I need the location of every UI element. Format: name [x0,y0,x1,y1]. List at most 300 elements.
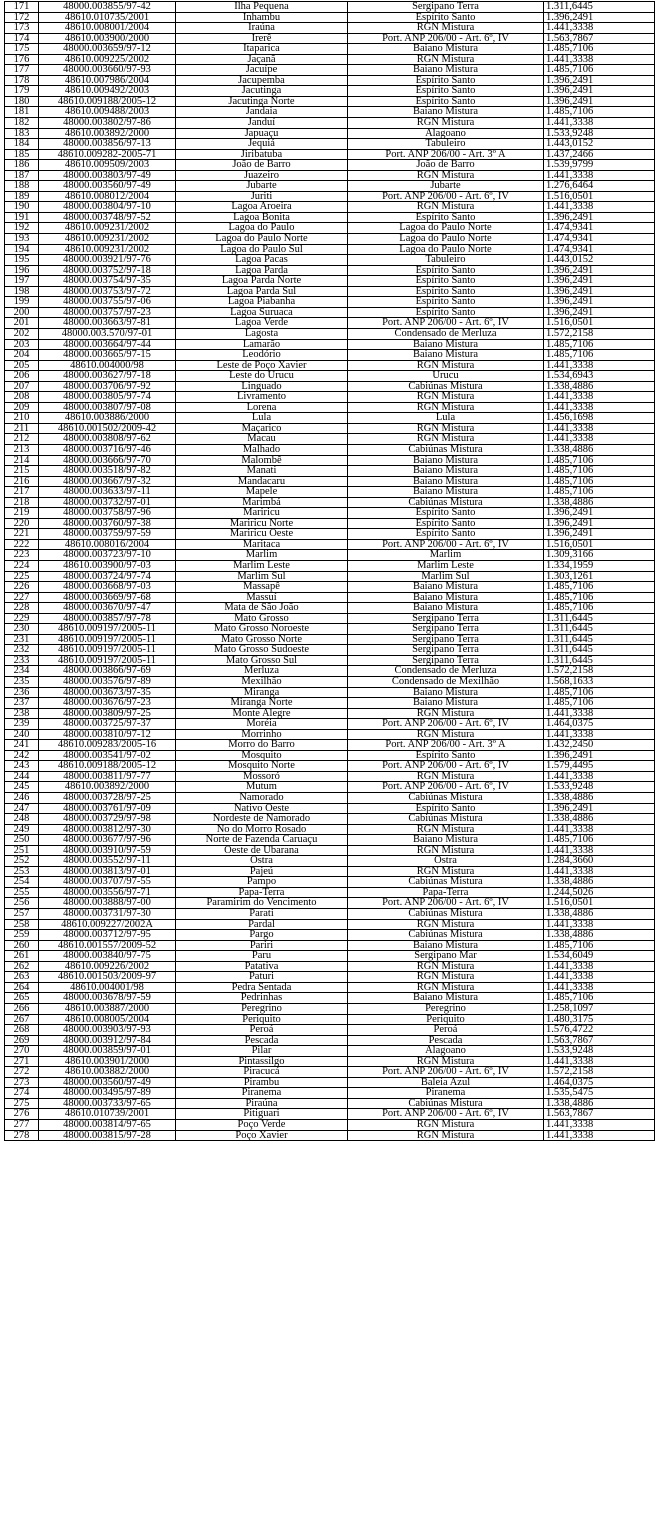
row-number: 215 [5,466,39,477]
price-value: 1.441,3338 [544,1130,655,1141]
reference-oil: Baiano Mistura [348,466,544,477]
reference-oil: RGN Mistura [348,54,544,65]
process-number: 48610.009197/2005-11 [39,655,176,666]
process-number: 48000.003910/97-59 [39,845,176,856]
price-value: 1.396,2491 [544,265,655,276]
table-row [5,750,655,761]
row-number: 225 [5,571,39,582]
field-name: Macau [176,434,348,445]
row-number: 184 [5,139,39,150]
row-number: 239 [5,719,39,730]
field-name: Pariri [176,940,348,951]
table-row [5,65,655,76]
reference-oil: Espírito Santo [348,75,544,86]
field-name: Lagoa do Paulo [176,223,348,234]
table-row [5,339,655,350]
price-value: 1.441,3338 [544,708,655,719]
field-name: Piraúna [176,1098,348,1109]
table-row [5,677,655,688]
table-row [5,476,655,487]
table-row [5,212,655,223]
process-number: 48610.009231/2002 [39,234,176,245]
table-row [5,1046,655,1057]
table-row [5,613,655,624]
field-name: Paturi [176,972,348,983]
table-row [5,444,655,455]
price-value: 1.516,0501 [544,539,655,550]
price-value: 1.576,4722 [544,1025,655,1036]
field-name: Ilha Pequena [176,2,348,13]
table-row [5,1077,655,1088]
row-number: 253 [5,866,39,877]
process-number: 48000.003733/97-65 [39,1098,176,1109]
table-row [5,866,655,877]
table-row [5,350,655,361]
field-name: Periquito [176,1014,348,1025]
row-number: 191 [5,212,39,223]
price-value: 1.568,1633 [544,677,655,688]
process-number: 48610.003901/2000 [39,1056,176,1067]
table-row [5,276,655,287]
row-number: 199 [5,297,39,308]
price-value: 1.396,2491 [544,12,655,23]
table-row [5,255,655,266]
price-value: 1.533,9248 [544,128,655,139]
price-value: 1.516,0501 [544,191,655,202]
reference-oil: RGN Mistura [348,118,544,129]
row-number: 223 [5,550,39,561]
table-row [5,993,655,1004]
reference-oil: Port. ANP 206/00 - Art. 6º, IV [348,33,544,44]
process-number: 48000.003560/97-49 [39,181,176,192]
table-row [5,529,655,540]
field-name: Lagoa Pacas [176,255,348,266]
price-value: 1.441,3338 [544,434,655,445]
row-number: 210 [5,413,39,424]
table-row [5,898,655,909]
reference-oil: Port. ANP 206/00 - Art. 6º, IV [348,1067,544,1078]
row-number: 278 [5,1130,39,1141]
process-number: 48000.003556/97-71 [39,887,176,898]
reference-oil: RGN Mistura [348,1119,544,1130]
row-number: 181 [5,107,39,118]
price-value: 1.464,0375 [544,1077,655,1088]
table-row [5,982,655,993]
table-row [5,297,655,308]
row-number: 256 [5,898,39,909]
reference-oil: RGN Mistura [348,824,544,835]
process-number: 48610.003882/2000 [39,1067,176,1078]
table-row [5,771,655,782]
table-row [5,1025,655,1036]
row-number: 204 [5,350,39,361]
process-number: 48000.003725/97-37 [39,719,176,730]
row-number: 198 [5,286,39,297]
field-name: Mexilhão [176,677,348,688]
price-value: 1.258,1097 [544,1003,655,1014]
price-value: 1.338,4886 [544,814,655,825]
row-number: 260 [5,940,39,951]
table-row [5,698,655,709]
reference-oil: Alagoano [348,128,544,139]
field-name: Jequiá [176,139,348,150]
process-number: 48000.003665/97-15 [39,350,176,361]
table-row [5,961,655,972]
reference-oil: RGN Mistura [348,392,544,403]
table-row [5,23,655,34]
row-number: 243 [5,761,39,772]
table-row [5,845,655,856]
table-row [5,455,655,466]
field-name: Itaparica [176,44,348,55]
field-name: Jaçanã [176,54,348,65]
table-row [5,286,655,297]
price-value: 1.579,4495 [544,761,655,772]
price-value: 1.441,3338 [544,982,655,993]
reference-oil: Baiano Mistura [348,940,544,951]
table-row [5,402,655,413]
field-name: Lagoa do Paulo Norte [176,234,348,245]
reference-oil: Piranema [348,1088,544,1099]
price-value: 1.396,2491 [544,286,655,297]
price-value: 1.396,2491 [544,86,655,97]
reference-oil: Baiano Mistura [348,107,544,118]
reference-oil: Sergipano Terra [348,2,544,13]
price-value: 1.311,6445 [544,655,655,666]
row-number: 269 [5,1035,39,1046]
row-number: 180 [5,96,39,107]
field-name: Lagoa Parda Sul [176,286,348,297]
price-value: 1.276,6464 [544,181,655,192]
reference-oil: Baiano Mistura [348,350,544,361]
table-row [5,539,655,550]
price-value: 1.441,3338 [544,961,655,972]
field-name: Jacupemba [176,75,348,86]
field-name: Linguado [176,381,348,392]
field-name: Pescada [176,1035,348,1046]
reference-oil: Urucu [348,371,544,382]
field-name: Mato Grosso [176,613,348,624]
reference-oil: Espírito Santo [348,518,544,529]
row-number: 262 [5,961,39,972]
table-row [5,761,655,772]
row-number: 172 [5,12,39,23]
table-row [5,160,655,171]
process-number: 48000.003912/97-84 [39,1035,176,1046]
price-value: 1.311,6445 [544,2,655,13]
process-number: 48000.003755/97-06 [39,297,176,308]
process-number: 48000.003560/97-49 [39,1077,176,1088]
field-name: Lorena [176,402,348,413]
price-value: 1.563,7867 [544,33,655,44]
reference-oil: Sergipano Terra [348,613,544,624]
field-name: Morro do Barro [176,740,348,751]
reference-oil: Espírito Santo [348,276,544,287]
row-number: 266 [5,1003,39,1014]
process-number: 48000.003748/97-52 [39,212,176,223]
field-name: Malombê [176,455,348,466]
field-name: Jiribatuba [176,149,348,160]
table-row [5,2,655,13]
price-value: 1.563,7867 [544,1109,655,1120]
field-name: Pitiguari [176,1109,348,1120]
reference-oil: Baiano Mistura [348,487,544,498]
table-row [5,371,655,382]
table-row [5,951,655,962]
field-name: Jubarte [176,181,348,192]
table-row [5,624,655,635]
table-row [5,44,655,55]
price-value: 1.441,3338 [544,729,655,740]
field-name: Pintassilgo [176,1056,348,1067]
process-number: 48610.008012/2004 [39,191,176,202]
reference-oil: RGN Mistura [348,982,544,993]
reference-oil: Baiano Mistura [348,993,544,1004]
field-name: Lagoa Parda [176,265,348,276]
reference-oil: Baiano Mistura [348,592,544,603]
process-number: 48610.003887/2000 [39,1003,176,1014]
process-number: 48610.009225/2002 [39,54,176,65]
process-number: 48000.003811/97-77 [39,771,176,782]
reference-oil: RGN Mistura [348,402,544,413]
reference-oil: Baiano Mistura [348,582,544,593]
reference-oil: Sergipano Terra [348,655,544,666]
price-value: 1.441,3338 [544,402,655,413]
reference-oil: Periquito [348,1014,544,1025]
reference-oil: Lagoa do Paulo Norte [348,234,544,245]
reference-oil: Peroá [348,1025,544,1036]
reference-oil: Cabiúnas Mistura [348,909,544,920]
row-number: 254 [5,877,39,888]
field-name: Jandaia [176,107,348,118]
row-number: 258 [5,919,39,930]
field-name: Mata de São João [176,603,348,614]
reference-oil: Port. ANP 206/00 - Art. 6º, IV [348,539,544,550]
process-number: 48000.003723/97-10 [39,550,176,561]
reference-oil: Espírito Santo [348,297,544,308]
table-row [5,518,655,529]
reference-oil: Cabiúnas Mistura [348,444,544,455]
table-row [5,307,655,318]
price-value: 1.396,2491 [544,518,655,529]
row-number: 176 [5,54,39,65]
process-number: 48000.003712/97-95 [39,930,176,941]
field-name: Mariricu [176,508,348,519]
process-number: 48000.003729/97-98 [39,814,176,825]
reference-oil: Baiano Mistura [348,835,544,846]
field-name: Japuaçu [176,128,348,139]
reference-oil: Cabiúnas Mistura [348,930,544,941]
reference-oil: RGN Mistura [348,1130,544,1141]
process-number: 48610.009197/2005-11 [39,624,176,635]
price-value: 1.396,2491 [544,96,655,107]
process-number: 48000.003670/97-47 [39,603,176,614]
reference-oil: RGN Mistura [348,170,544,181]
price-value: 1.474,9341 [544,234,655,245]
process-number: 48000.003669/97-68 [39,592,176,603]
row-number: 226 [5,582,39,593]
reference-oil: Ostra [348,856,544,867]
table-row [5,1056,655,1067]
process-number: 48610.009282-2005-71 [39,149,176,160]
process-number: 48610.001503/2009-97 [39,972,176,983]
price-value: 1.441,3338 [544,202,655,213]
row-number: 267 [5,1014,39,1025]
field-name: Paru [176,951,348,962]
process-number: 48610.003886/2000 [39,413,176,424]
process-number: 48000.003921/97-76 [39,255,176,266]
row-number: 211 [5,423,39,434]
table-row [5,328,655,339]
price-value: 1.311,6445 [544,624,655,635]
table-row [5,603,655,614]
process-number: 48000.003576/97-89 [39,677,176,688]
field-name: Norte de Fazenda Caruaçu [176,835,348,846]
reference-oil: Port. ANP 206/00 - Art. 3º A [348,740,544,751]
process-number: 48000.003707/97-55 [39,877,176,888]
process-number: 48610.009197/2005-11 [39,645,176,656]
price-value: 1.338,4886 [544,1098,655,1109]
field-name: Peroá [176,1025,348,1036]
process-number: 48000.003903/97-93 [39,1025,176,1036]
table-row [5,86,655,97]
reference-oil: Baiano Mistura [348,455,544,466]
price-value: 1.338,4886 [544,381,655,392]
field-name: João de Barro [176,160,348,171]
process-number: 48000.003664/97-44 [39,339,176,350]
reference-oil: Peregrino [348,1003,544,1014]
row-number: 240 [5,729,39,740]
table-row [5,392,655,403]
row-number: 202 [5,328,39,339]
row-number: 196 [5,265,39,276]
reference-oil: RGN Mistura [348,866,544,877]
reference-oil: Port. ANP 206/00 - Art. 6º, IV [348,1109,544,1120]
field-name: Lagoa Bonita [176,212,348,223]
row-number: 277 [5,1119,39,1130]
row-number: 245 [5,782,39,793]
field-name: Inhambu [176,12,348,23]
table-row [5,1088,655,1099]
process-number: 48000.003633/97-11 [39,487,176,498]
process-number: 48000.003759/97-59 [39,529,176,540]
reference-oil: RGN Mistura [348,729,544,740]
field-name: Mosquito Norte [176,761,348,772]
field-name: Pedra Sentada [176,982,348,993]
field-name: Lamarão [176,339,348,350]
field-name: Pampo [176,877,348,888]
row-number: 219 [5,508,39,519]
table-row [5,118,655,129]
field-name: Jacuípe [176,65,348,76]
price-value: 1.441,3338 [544,170,655,181]
process-number: 48610.009492/2003 [39,86,176,97]
process-number: 48610.001502/2009-42 [39,423,176,434]
process-number: 48610.009227/2002A [39,919,176,930]
table-row [5,887,655,898]
row-number: 249 [5,824,39,835]
price-value: 1.441,3338 [544,1056,655,1067]
row-number: 274 [5,1088,39,1099]
process-number: 48000.003666/97-70 [39,455,176,466]
reference-oil: Lula [348,413,544,424]
table-row [5,170,655,181]
row-number: 229 [5,613,39,624]
reference-oil: RGN Mistura [348,919,544,930]
field-name: Leodório [176,350,348,361]
process-number: 48000.003660/97-93 [39,65,176,76]
field-name: Piracucá [176,1067,348,1078]
field-name: Mutum [176,782,348,793]
field-name: Merluza [176,666,348,677]
field-name: Pilar [176,1046,348,1057]
reference-oil: Espírito Santo [348,750,544,761]
process-number: 48000.003804/97-10 [39,202,176,213]
table-row [5,360,655,371]
row-number: 222 [5,539,39,550]
reference-oil: Espírito Santo [348,12,544,23]
row-number: 247 [5,803,39,814]
process-number: 48000.003659/97-12 [39,44,176,55]
price-value: 1.533,9248 [544,782,655,793]
process-number: 48000.003814/97-65 [39,1119,176,1130]
field-name: Leste do Urucu [176,371,348,382]
price-value: 1.485,7106 [544,339,655,350]
process-number: 48610.008001/2004 [39,23,176,34]
reference-oil: Baiano Mistura [348,65,544,76]
table-row [5,793,655,804]
price-value: 1.485,7106 [544,107,655,118]
field-name: Pedrinhas [176,993,348,1004]
price-value: 1.441,3338 [544,845,655,856]
reference-oil: Espírito Santo [348,212,544,223]
field-name: Namorado [176,793,348,804]
row-number: 244 [5,771,39,782]
process-number: 48610.008016/2004 [39,539,176,550]
row-number: 271 [5,1056,39,1067]
process-number: 48610.009231/2002 [39,244,176,255]
field-name: Poço Xavier [176,1130,348,1141]
process-number: 48610.009231/2002 [39,223,176,234]
price-value: 1.441,3338 [544,423,655,434]
price-value: 1.441,3338 [544,360,655,371]
price-value: 1.464,0375 [544,719,655,730]
table-row [5,191,655,202]
field-name: Mosquito [176,750,348,761]
reference-oil: Cabiúnas Mistura [348,793,544,804]
table-row [5,107,655,118]
price-value: 1.309,3166 [544,550,655,561]
row-number: 264 [5,982,39,993]
process-number: 48000.003813/97-01 [39,866,176,877]
table-row [5,202,655,213]
process-number: 48610.004000/98 [39,360,176,371]
row-number: 276 [5,1109,39,1120]
price-value: 1.485,7106 [544,698,655,709]
process-number: 48000.003667/97-32 [39,476,176,487]
row-number: 233 [5,655,39,666]
price-value: 1.441,3338 [544,392,655,403]
field-name: Juazeiro [176,170,348,181]
table-row [5,940,655,951]
price-value: 1.441,3338 [544,771,655,782]
table-row [5,96,655,107]
field-name: Mato Grosso Sul [176,655,348,666]
process-number: 48610.009197/2005-11 [39,634,176,645]
price-value: 1.485,7106 [544,940,655,951]
price-value: 1.535,5475 [544,1088,655,1099]
field-name: Pajeú [176,866,348,877]
